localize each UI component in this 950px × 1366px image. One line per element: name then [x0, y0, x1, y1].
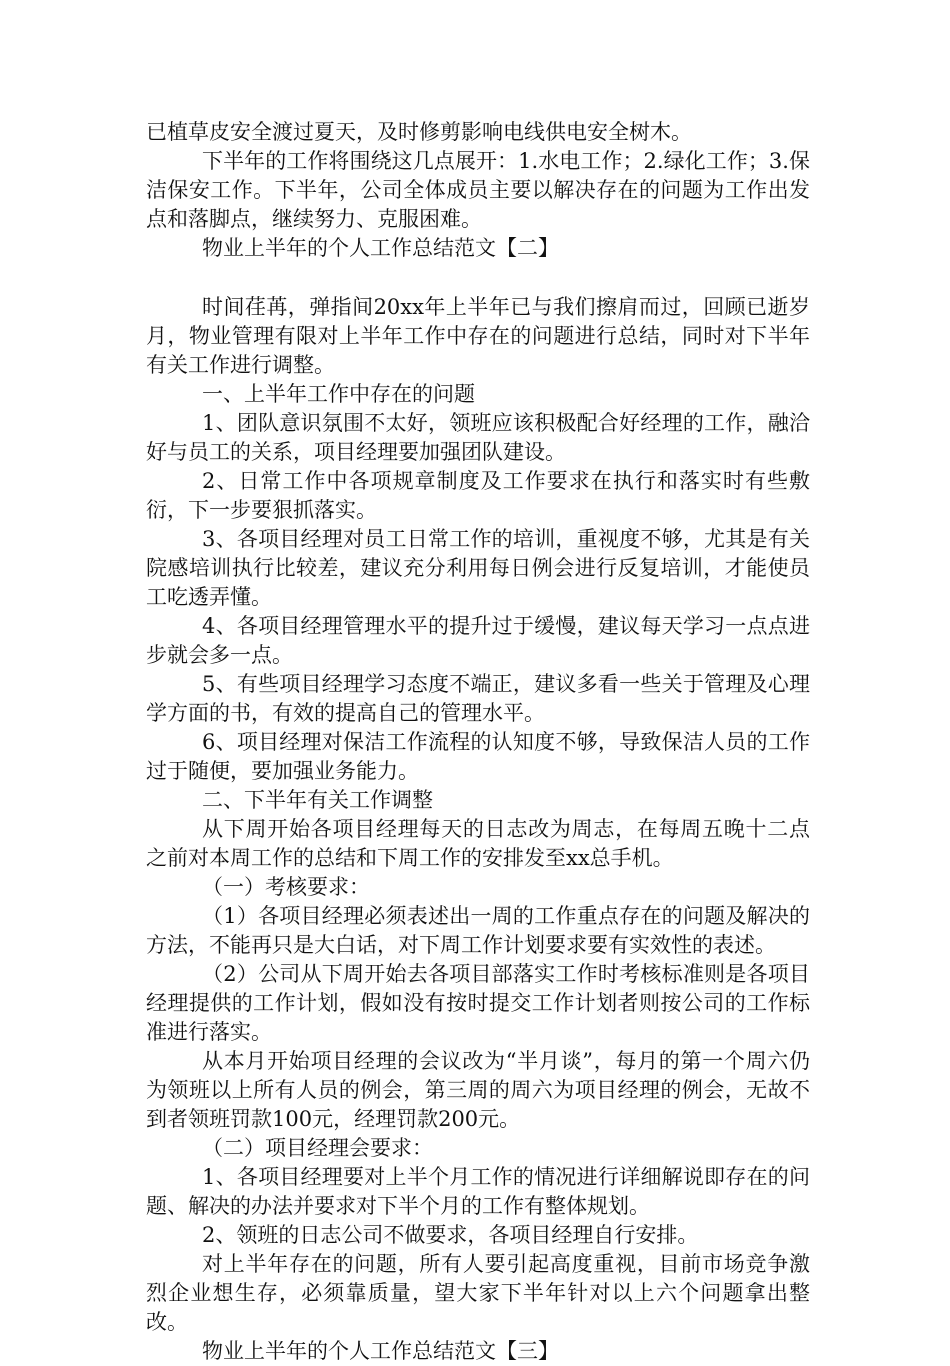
paragraph: 下半年的工作将围绕这几点展开：1.水电工作；2.绿化工作；3.保洁保安工作。下半年，公司全体成员主要以解决存在的问题为工作出发点和落脚点，继续努力、克服困难。: [146, 149, 810, 231]
list-item: 1、各项目经理要对上半个月工作的情况进行详细解说即存在的问题、解决的办法并要求对下半个月的工作有整体规划。: [146, 1165, 810, 1218]
list-item: 2、领班的日志公司不做要求，各项目经理自行安排。: [202, 1223, 699, 1247]
list-item: 2、日常工作中各项规章制度及工作要求在执行和落实时有些敷衍，下一步要狠抓落实。: [146, 469, 810, 522]
list-item: 1、团队意识氛围不太好，领班应该积极配合好经理的工作，融洽好与员工的关系，项目经理要加强团队建设。: [146, 411, 810, 464]
subheading: 二、下半年有关工作调整: [202, 788, 433, 812]
document-body: [146, 118, 810, 1366]
paragraph: 从下周开始各项目经理每天的日志改为周志，在每周五晚十二点之前对本周工作的总结和下周工作的安排发至xx总手机。: [146, 817, 810, 870]
subheading: 一、上半年工作中存在的问题: [202, 382, 475, 406]
list-item: 3、各项目经理对员工日常工作的培训，重视度不够，尤其是有关院感培训执行比较差，建议充分利用每日例会进行反复培训，才能使员工吃透弄懂。: [146, 527, 810, 609]
subheading: （一）考核要求：: [202, 875, 370, 899]
subheading: （二）项目经理会要求：: [202, 1136, 433, 1160]
section-heading: 物业上半年的个人工作总结范文【二】: [202, 236, 559, 260]
paragraph-gap: [146, 263, 810, 293]
list-item: （1）各项目经理必须表述出一周的工作重点存在的问题及解决的方法，不能再只是大白话，对下周工作计划要求要有实效性的表述。: [146, 904, 810, 957]
list-item: 4、各项目经理管理水平的提升过于缓慢，建议每天学习一点点进步就会多一点。: [146, 614, 810, 667]
paragraph: 已植草皮安全渡过夏天，及时修剪影响电线供电安全树木。: [146, 120, 692, 144]
list-item: 5、有些项目经理学习态度不端正，建议多看一些关于管理及心理学方面的书，有效的提高自己的管理水平。: [146, 672, 810, 725]
paragraph: 对上半年存在的问题，所有人要引起高度重视，目前市场竞争激烈企业想生存，必须靠质量，望大家下半年针对以上六个问题拿出整改。: [146, 1252, 810, 1334]
paragraph: 时间荏苒，弹指间20xx年上半年已与我们擦肩而过，回顾已逝岁月，物业管理有限对上半年工作中存在的问题进行总结，同时对下半年有关工作进行调整。: [146, 295, 810, 377]
paragraph: 从本月开始项目经理的会议改为“半月谈”，每月的第一个周六仍为领班以上所有人员的例会，第三周的周六为项目经理的例会，无故不到者领班罚款100元，经理罚款200元。: [146, 1049, 810, 1131]
section-heading: 物业上半年的个人工作总结范文【三】: [202, 1339, 559, 1363]
list-item: 6、项目经理对保洁工作流程的认知度不够，导致保洁人员的工作过于随便，要加强业务能力。: [146, 730, 810, 783]
list-item: （2）公司从下周开始去各项目部落实工作时考核标准则是各项目经理提供的工作计划，假如没有按时提交工作计划者则按公司的工作标准进行落实。: [146, 962, 810, 1044]
